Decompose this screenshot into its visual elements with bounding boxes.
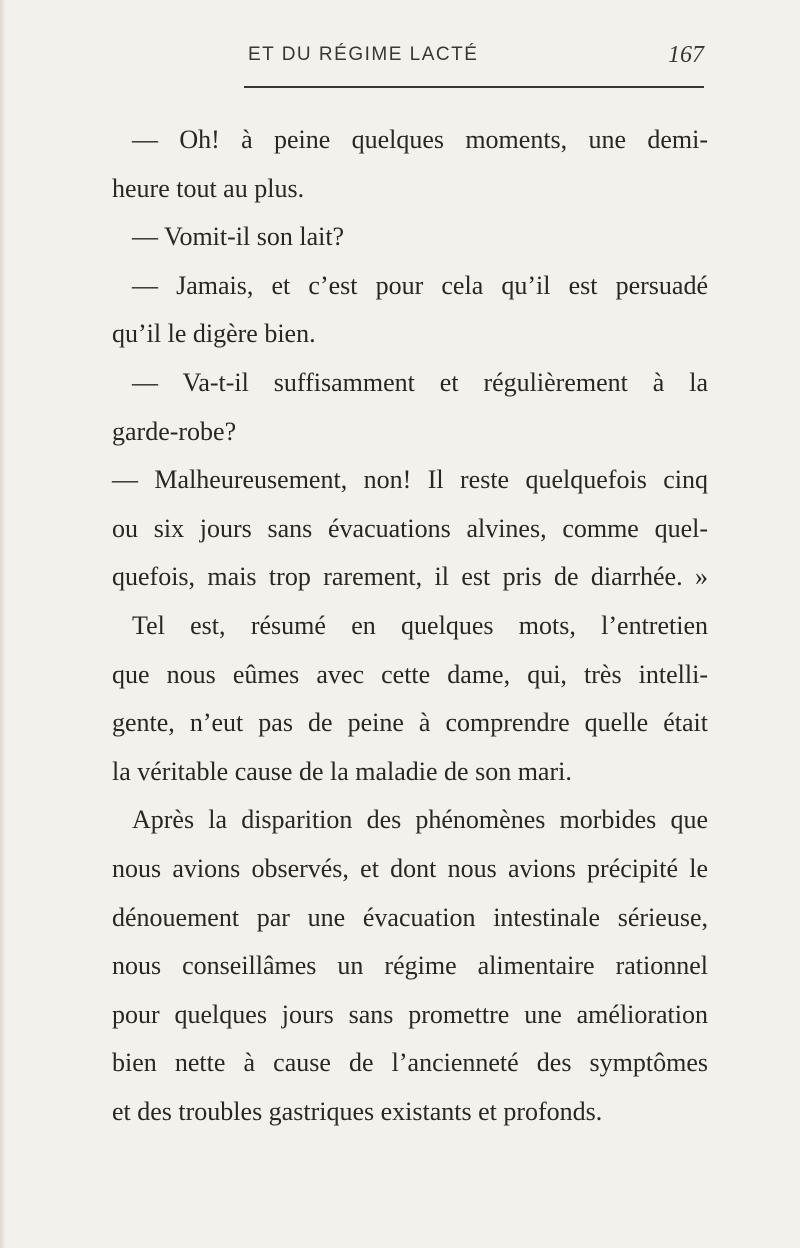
header-rule: [244, 86, 704, 88]
text-line: bien nette à cause de l’ancienneté des symptômes: [112, 1048, 708, 1078]
text-line: heure tout au plus.: [112, 173, 305, 203]
text-line: — Malheureusement, non! Il reste quelquefois cinq: [112, 465, 708, 495]
text-line: quefois, mais trop rarement, il est pris de diarrhée. »: [112, 562, 708, 592]
running-head: [0, 44, 800, 80]
text-line: — Oh! à peine quelques moments, une demi-: [132, 125, 708, 154]
text-line: nous conseillâmes un régime alimentaire rationnel: [112, 951, 708, 981]
text-line: — Jamais, et c’est pour cela qu’il est persuadé: [132, 270, 708, 300]
text-line: la véritable cause de la maladie de son mari.: [112, 756, 572, 786]
body-text: [112, 116, 708, 1136]
text-line: garde-robe?: [112, 416, 237, 446]
text-line: nous avions observés, et dont nous avions précipité le: [112, 853, 708, 883]
text-line: ou six jours sans évacuations alvines, comme quel-: [112, 513, 708, 543]
text-line: et des troubles gastriques existants et profonds.: [112, 1096, 603, 1126]
page-number: 167: [668, 42, 704, 68]
text-line: dénouement par une évacuation intestinale sérieuse,: [112, 902, 708, 932]
page-edge-shadow: [0, 0, 6, 1248]
text-line: gente, n’eut pas de peine à comprendre quelle était: [112, 708, 708, 738]
text-line: — Vomit-il son lait?: [132, 222, 345, 252]
text-line: Tel est, résumé en quelques mots, l’entretien: [132, 610, 708, 640]
text-line: qu’il le digère bien.: [112, 319, 316, 349]
running-title: ET DU RÉGIME LACTÉ: [248, 44, 479, 65]
text-line: — Va-t-il suffisamment et régulièrement à la: [132, 367, 708, 397]
text-line: que nous eûmes avec cette dame, qui, très intelli-: [112, 659, 708, 689]
text-line: Après la disparition des phénomènes morbides que: [132, 805, 708, 835]
text-line: pour quelques jours sans promettre une amélioration: [112, 999, 708, 1029]
